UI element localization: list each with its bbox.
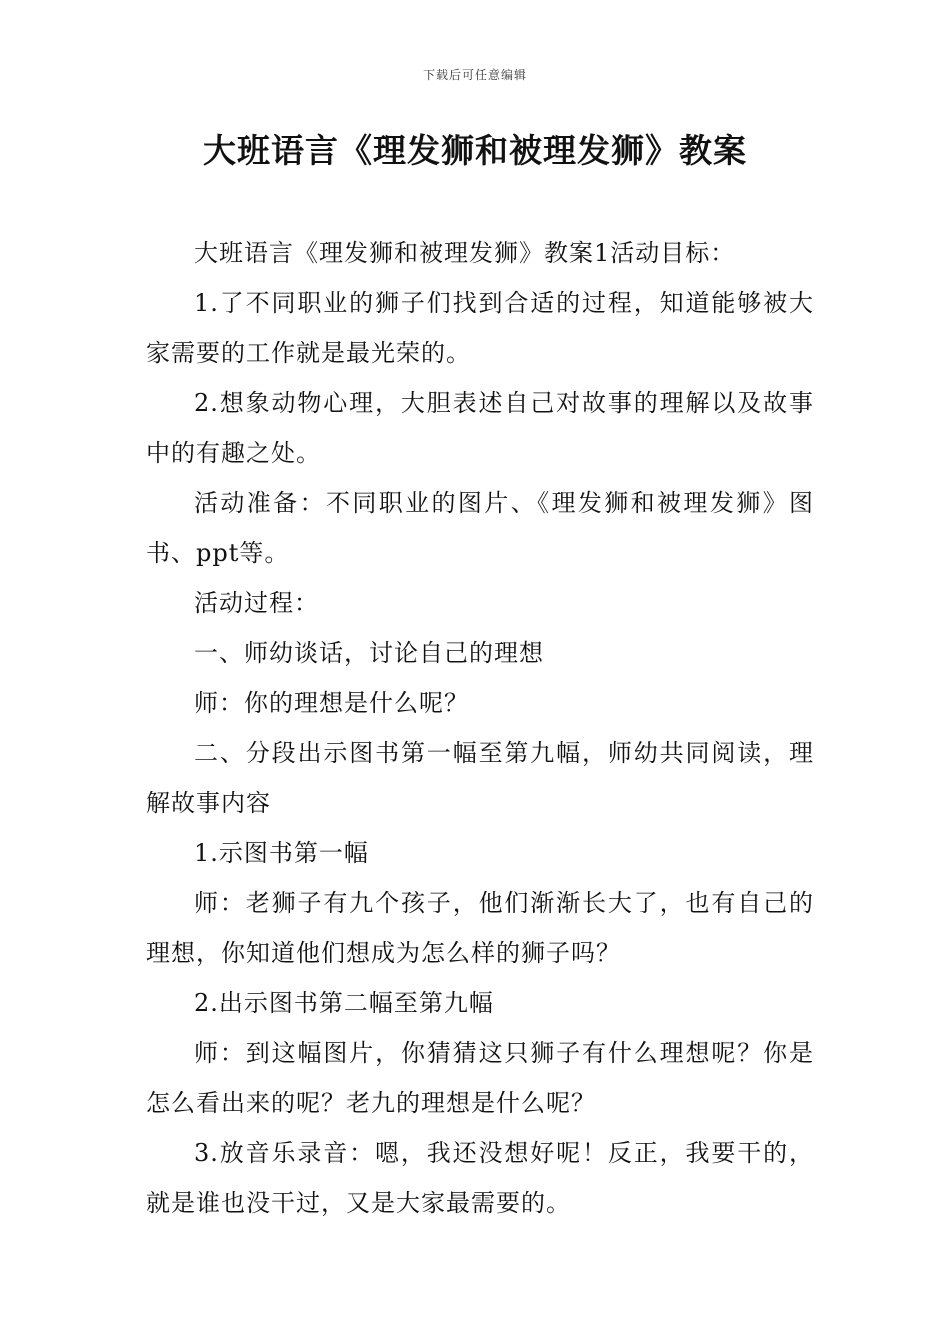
header-note: 下载后可任意编辑 (422, 68, 527, 82)
paragraph: 1.了不同职业的狮子们找到合适的过程，知道能够被大家需要的工作就是最光荣的。 (146, 289, 814, 367)
paragraph: 3.放音乐录音：嗯，我还没想好呢！反正，我要干的，就是谁也没干过，又是大家最需要的。 (146, 1139, 814, 1217)
paragraph: 大班语言《理发狮和被理发狮》教案1活动目标： (194, 239, 736, 267)
paragraph: 二、分段出示图书第一幅至第九幅，师幼共同阅读，理解故事内容 (146, 739, 814, 817)
paragraph: 1.示图书第一幅 (194, 839, 369, 867)
paragraph: 2.出示图书第二幅至第九幅 (194, 989, 494, 1017)
paragraph: 师：到这幅图片，你猜猜这只狮子有什么理想呢？你是怎么看出来的呢？老九的理想是什么呢？ (146, 1039, 814, 1117)
paragraph: 活动准备：不同职业的图片、《理发狮和被理发狮》图书、ppt等。 (146, 489, 814, 567)
paragraph: 活动过程： (194, 589, 319, 617)
paragraph: 师：你的理想是什么呢？ (194, 689, 469, 717)
paragraph: 师：老狮子有九个孩子，他们渐渐长大了，也有自己的理想，你知道他们想成为怎么样的狮子吗？ (146, 889, 814, 967)
paragraph: 一、师幼谈话，讨论自己的理想 (194, 639, 544, 667)
paragraph: 2.想象动物心理，大胆表述自己对故事的理解以及故事中的有趣之处。 (146, 389, 814, 467)
document-title: 大班语言《理发狮和被理发狮》教案 (203, 131, 747, 170)
document-body (146, 228, 814, 1228)
